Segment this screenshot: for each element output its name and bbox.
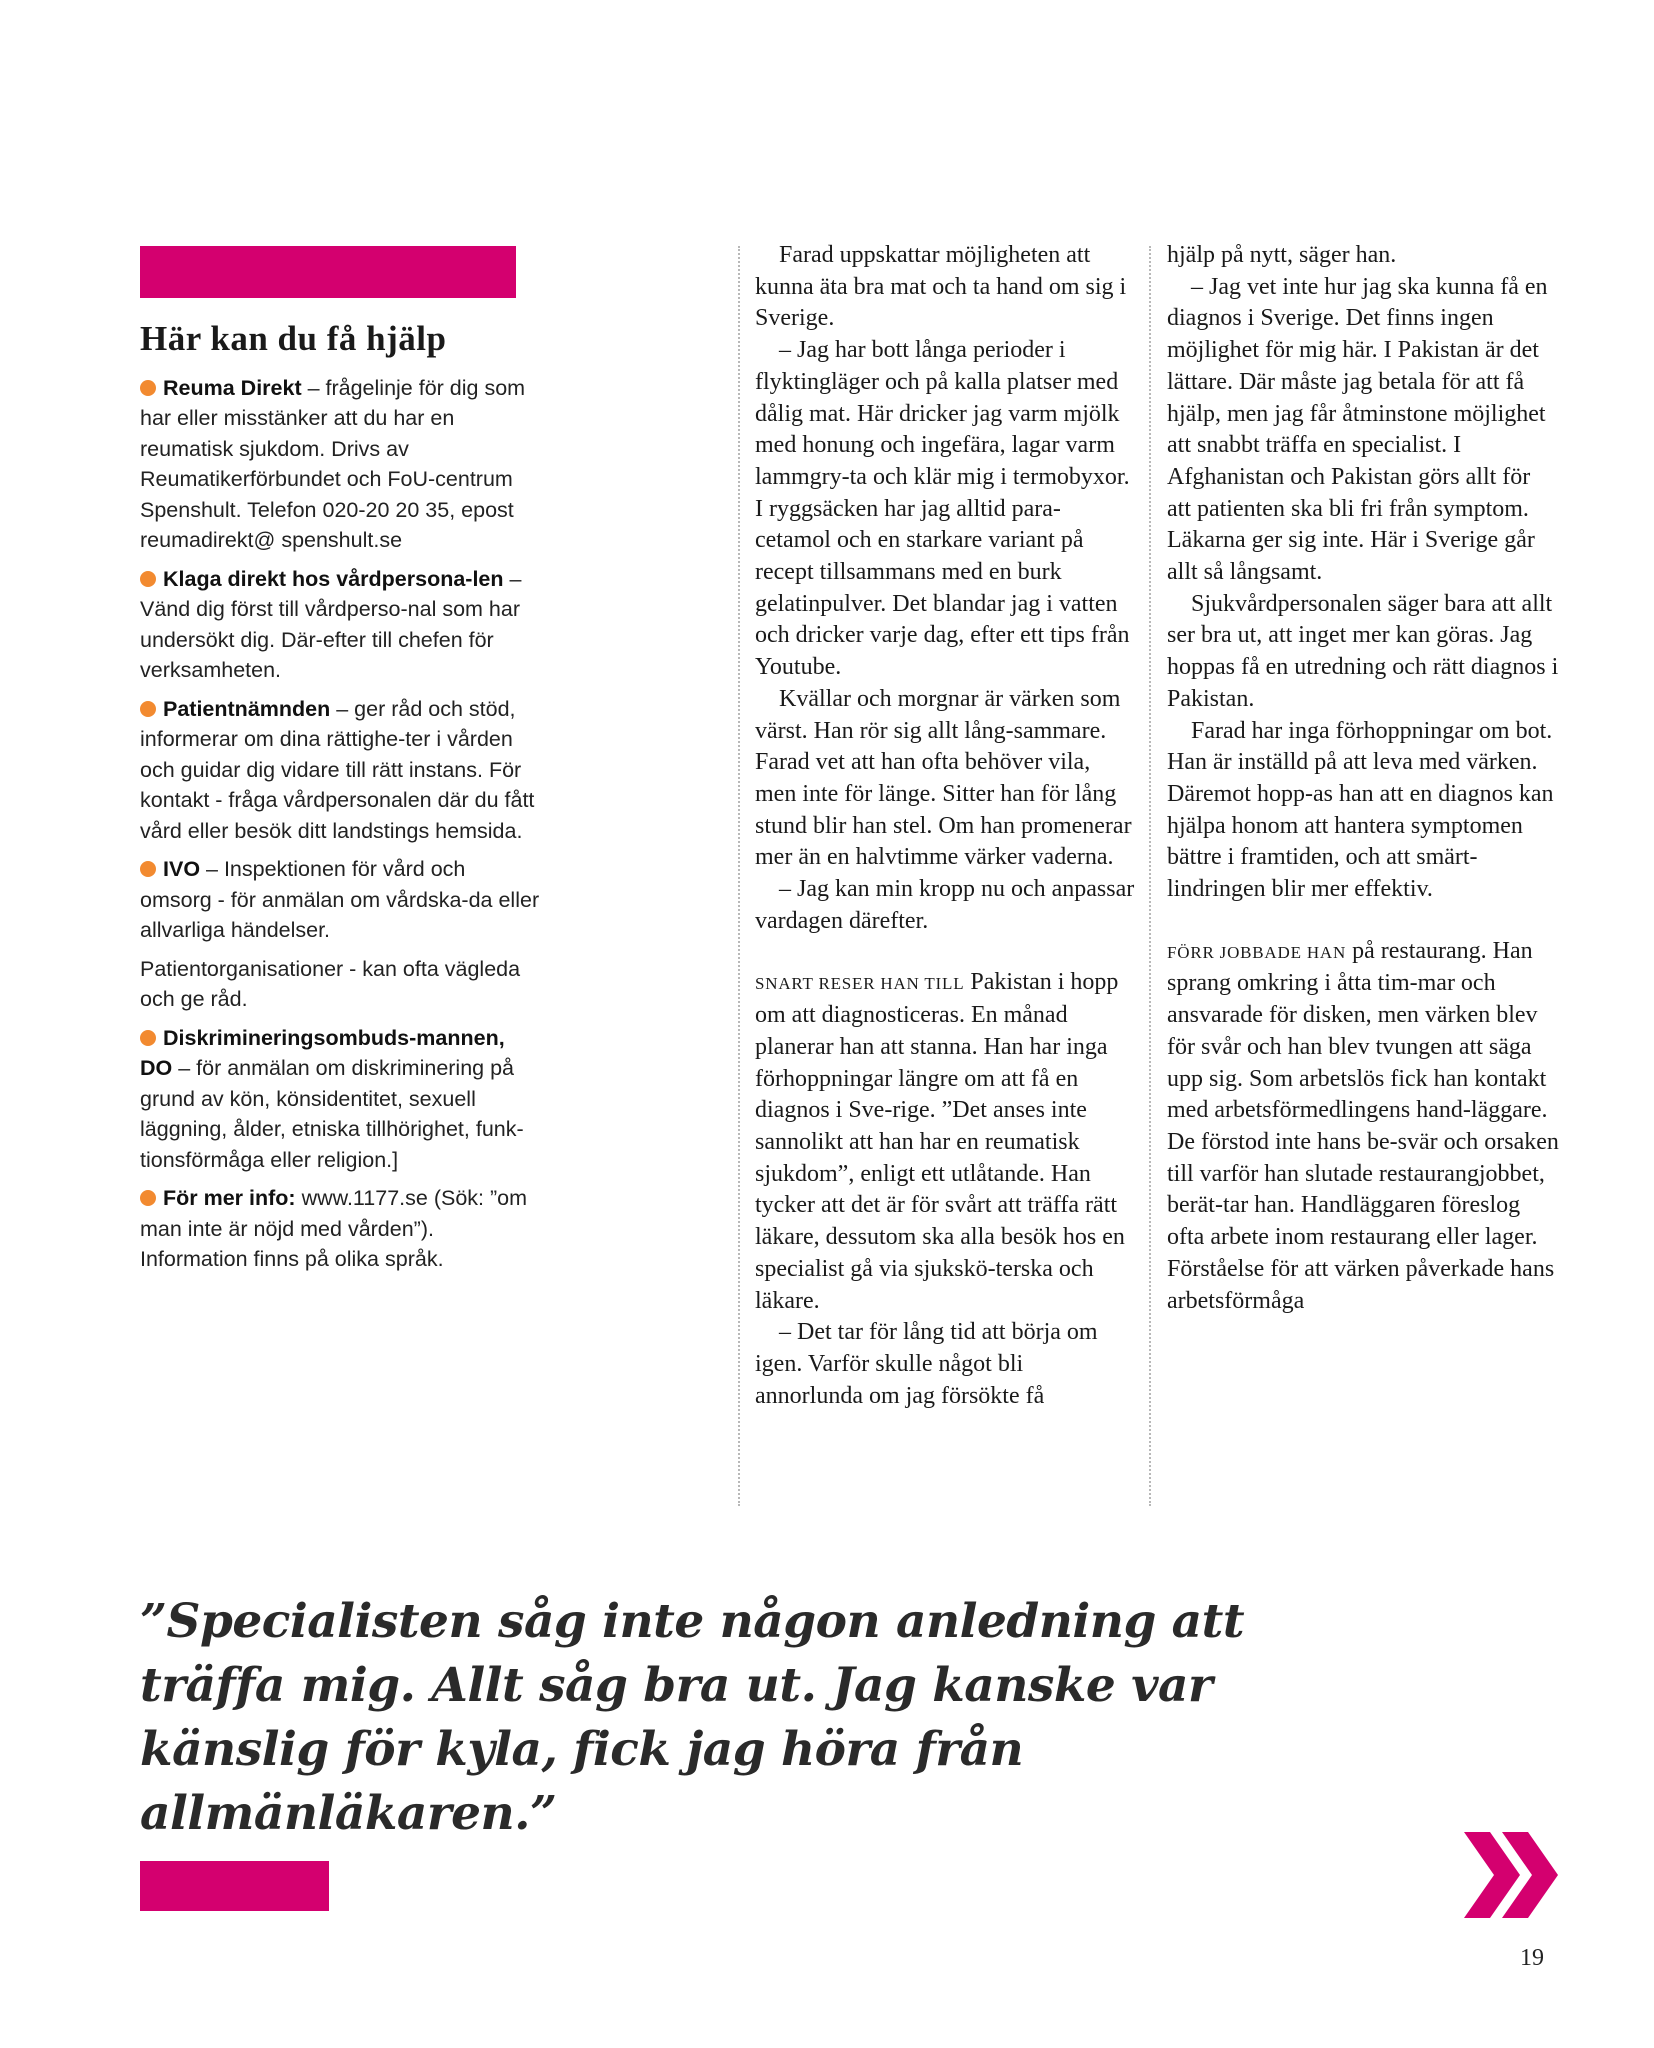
- column-divider: [738, 246, 740, 1506]
- accent-bar-top: [140, 246, 516, 298]
- body-paragraph: – Jag vet inte hur jag ska kunna få en diagnos i Sverige. Det finns ingen möjlighet för mig här. I Pakistan är det lättare. Där måste jag betala för att få hjälp, men jag får åtminstone möjlighet att snabbt träffa en specialist. I Afghanistan och Pakistan görs allt för att patienten ska bli fri från symptom. Läkarna ger sig inte. Här i Sverige går allt så långsamt.: [1167, 273, 1548, 586]
- body-paragraph: Kvällar och morgnar är värken som värst. Han rör sig allt lång-sammare. Farad vet att han ofta behöver vila, men inte för länge. Sitter han för lång stund blir han stel. Om han promenerar mer än en halvtimme värker vaderna.: [755, 685, 1132, 871]
- section-lead-in: FÖRR JOBBADE HAN: [1167, 942, 1347, 962]
- article-column-2: [1167, 240, 1559, 1317]
- body-paragraph: Sjukvårdpersonalen säger bara att allt ser bra ut, att inget mer kan göras. Jag hoppas få en utredning och rätt diagnos i Pakistan.: [1167, 590, 1559, 712]
- accent-bar-bottom: [140, 1861, 329, 1911]
- body-paragraph: Farad uppskattar möjligheten att kunna äta bra mat och ta hand om sig i Sverige.: [755, 242, 1127, 332]
- body-paragraph: – Jag har bott långa perioder i flyktingläger och på kalla platser med dålig mat. Här dricker jag varm mjölk med honung och ingefära, lagar varm lammgry-ta och klär mig i termobyxor. I ryggsäcken har jag alltid para-cetamol och en starkare variant på recept tillsammans med en burk gelatinpulver. Det blandar jag i vatten och dricker varje dag, efter ett tips från Youtube.: [755, 337, 1130, 681]
- bullet-icon: [140, 571, 156, 587]
- section-paragraph: FÖRR JOBBADE HAN på restaurang. Han sprang omkring i åtta tim-mar och ansvarade för disken, men värken blev för svår och han blev tvungen att säga upp sig. Som arbetslös fick han kontakt med arbetsförmedlingens hand-läggare. De förstod inte hans be-svär och orsaken till varför han slutade restaurangjobbet, berät-tar han. Handläggaren föreslog ofta arbete inom restaurang eller lager. Förståelse för att värken påverkade hans arbetsförmåga: [1167, 937, 1559, 1314]
- sidebar-title: Här kan du få hjälp: [140, 319, 447, 358]
- bullet-icon: [140, 380, 156, 396]
- body-paragraph: – Jag kan min kropp nu och anpassar vardagen därefter.: [755, 876, 1135, 934]
- section-paragraph: SNART RESER HAN TILL Pakistan i hopp om att diagnosticeras. En månad planerar han att stanna. Han har inga förhoppningar längre om att få en diagnos i Sve-rige. ”Det anses inte sannolikt att han har en reumatisk sjukdom”, enligt ett utlåtande. Han tycker att det är för svårt att träffa rätt läkare, dessutom ska alla besök hos en specialist gå via sjukskö-terska och läkare.: [755, 969, 1125, 1314]
- help-sidebar: [140, 320, 540, 1283]
- double-chevron-right-icon[interactable]: [1462, 1832, 1562, 1918]
- bullet-icon: [140, 701, 156, 717]
- body-paragraph: – Det tar för lång tid att börja om igen. Varför skulle något bli annorlunda om jag försökte få: [755, 1319, 1098, 1409]
- column-divider: [1149, 246, 1151, 1506]
- help-item-reuma-direkt: Reuma Direkt – frågelinje för dig som har eller misstänker att du har en reumatisk sjukdom. Drivs av Reumatikerförbundet och FoU-centrum Spenshult. Telefon 020-20 20 35, epost reumadirekt@ spenshult.se: [140, 375, 526, 552]
- page-number: 19: [1520, 1945, 1544, 1971]
- help-item-more-info: För mer info: www.1177.se (Sök: ”om man inte är nöjd med vården”). Information finns på olika språk.: [140, 1186, 528, 1271]
- help-item-ivo: IVO – Inspektionen för vård och omsorg - för anmälan om vårdska-da eller allvarliga händelser.: [140, 857, 540, 942]
- bullet-icon: [140, 1190, 156, 1206]
- bullet-icon: [140, 1030, 156, 1046]
- article-column-1: [755, 240, 1135, 1412]
- pull-quote: ”Specialisten såg inte någon anledning att träffa mig. Allt såg bra ut. Jag kanske var känslig för kyla, fick jag höra från allmänläkaren.”: [140, 1594, 1245, 1841]
- help-item-klaga-direkt: Klaga direkt hos vårdpersona-len – Vänd dig först till vårdperso-nal som har undersökt dig. Där-efter till chefen för verksamheten.: [140, 566, 522, 682]
- help-item-do: Diskrimineringsombuds-mannen, DO – för anmälan om diskriminering på grund av kön, könsidentitet, sexuell läggning, ålder, etniska tillhörighet, funk-tionsförmåga eller religion.]: [140, 1025, 524, 1172]
- body-paragraph: hjälp på nytt, säger han.: [1167, 242, 1397, 268]
- body-paragraph: Farad har inga förhoppningar om bot. Han är inställd på att leva med värken. Däremot hopp-as han att en diagnos kan hjälpa honom att hantera symptomen bättre i framtiden, och att smärt-lindringen blir mer effektiv.: [1167, 717, 1554, 903]
- bullet-icon: [140, 861, 156, 877]
- help-item-patientorganisationer: Patientorganisationer - kan ofta vägleda och ge råd.: [140, 956, 521, 1011]
- section-lead-in: SNART RESER HAN TILL: [755, 974, 965, 994]
- help-item-patientnamnden: Patientnämnden – ger råd och stöd, informerar om dina rättighe-ter i vården och guidar dig vidare till rätt instans. För kontakt - fråga vårdpersonalen där du fått vård eller besök ditt landstings hemsida.: [140, 696, 535, 843]
